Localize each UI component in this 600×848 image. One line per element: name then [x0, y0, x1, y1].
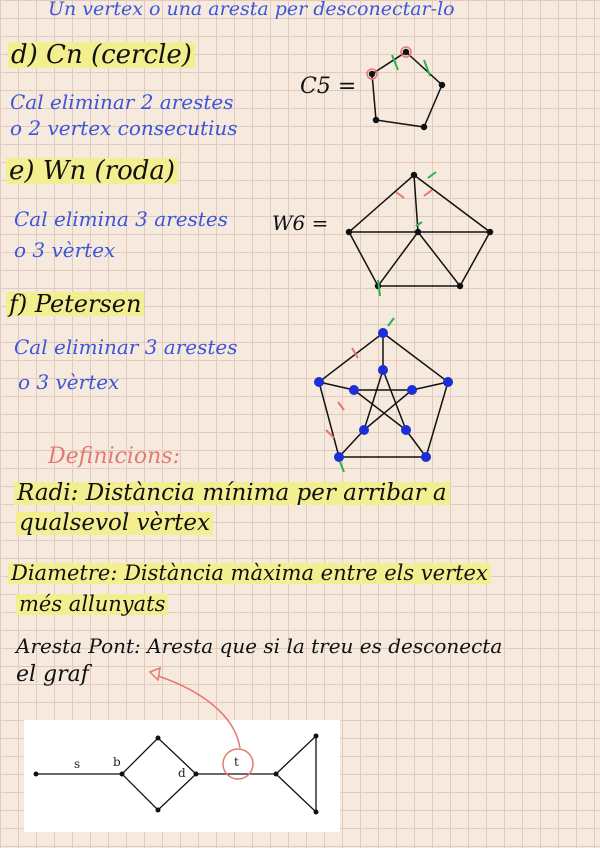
- bridge-graph: [34, 734, 319, 815]
- diametre-line1: Diametre: Distància màxima entre els vertex: [8, 563, 491, 584]
- section-e-line1: Cal elimina 3 arestes: [14, 207, 228, 231]
- top-line: Un vertex o una aresta per desconectar-lo: [48, 0, 455, 20]
- section-d-line2: o 2 vertex consecutius: [10, 116, 238, 140]
- section-f-line2: o 3 vèrtex: [18, 370, 120, 394]
- aresta-pont-line2: el graf: [16, 662, 89, 687]
- c5-label: C5 =: [300, 74, 357, 99]
- aresta-pont-line1: Aresta Pont: Aresta que si la treu es desconecta: [16, 634, 503, 658]
- section-f-heading: f) Petersen: [6, 292, 144, 316]
- red-arrow: [150, 668, 240, 748]
- petersen-graph: [314, 318, 453, 472]
- label-s: s: [74, 757, 81, 771]
- definitions-title: Definicions:: [48, 444, 181, 469]
- c5-graph: [367, 47, 445, 130]
- section-e-heading: e) Wn (roda): [6, 158, 178, 184]
- label-t: t: [234, 755, 239, 769]
- label-d: d: [178, 766, 186, 780]
- radi-line1: Radi: Distància mínima per arribar a: [14, 482, 450, 505]
- radi-line2: qualsevol vèrtex: [16, 512, 213, 535]
- section-d-heading: d) Cn (cercle): [8, 42, 195, 68]
- label-b: b: [113, 755, 121, 769]
- section-d-line1: Cal eliminar 2 arestes: [10, 90, 234, 114]
- w6-label: W6 =: [272, 211, 329, 235]
- diametre-line2: més allunyats: [16, 594, 168, 615]
- section-e-line2: o 3 vèrtex: [14, 238, 116, 262]
- section-f-line1: Cal eliminar 3 arestes: [14, 335, 238, 359]
- w6-graph: [347, 172, 493, 296]
